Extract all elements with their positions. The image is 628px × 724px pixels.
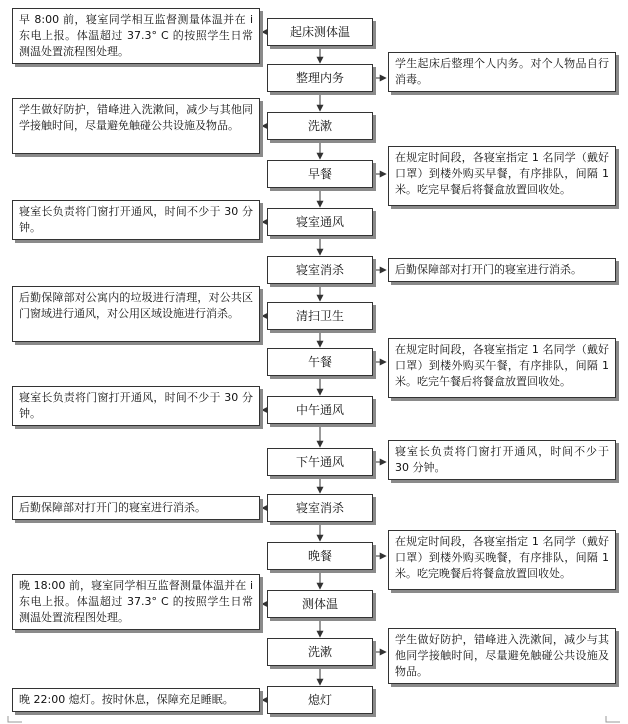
flow-step: 洗漱 bbox=[267, 638, 373, 666]
flow-step: 清扫卫生 bbox=[267, 302, 373, 330]
step-note: 寝室长负责将门窗打开通风，时间不少于 30 分钟。 bbox=[12, 386, 260, 426]
step-note: 后勤保障部对打开门的寝室进行消杀。 bbox=[388, 258, 616, 282]
flow-step: 早餐 bbox=[267, 160, 373, 188]
step-note: 后勤保障部对打开门的寝室进行消杀。 bbox=[12, 496, 260, 520]
flow-step: 测体温 bbox=[267, 590, 373, 618]
step-note: 在规定时间段，各寝室指定 1 名同学（戴好口罩）到楼外购买早餐，有序排队，间隔 1 米。吃完早餐后将餐盒放置回收处。 bbox=[388, 146, 616, 206]
flow-step: 晚餐 bbox=[267, 542, 373, 570]
step-note: 在规定时间段，各寝室指定 1 名同学（戴好口罩）到楼外购买晚餐，有序排队，间隔 1 米。吃完晚餐后将餐盒放置回收处。 bbox=[388, 530, 616, 590]
step-note: 在规定时间段，各寝室指定 1 名同学（戴好口罩）到楼外购买午餐，有序排队，间隔 1 米。吃完午餐后将餐盒放置回收处。 bbox=[388, 338, 616, 398]
flow-step: 寝室消杀 bbox=[267, 494, 373, 522]
step-note: 早 8:00 前，寝室同学相互监督测量体温并在 i 东电上报。体温超过 37.3° C 的按照学生日常测温处置流程图处理。 bbox=[12, 8, 260, 64]
step-note: 晚 18:00 前，寝室同学相互监督测量体温并在 i 东电上报。体温超过 37.3° C 的按照学生日常测温处置流程图处理。 bbox=[12, 574, 260, 630]
flow-step: 寝室通风 bbox=[267, 208, 373, 236]
page-corner-mark bbox=[606, 716, 620, 722]
step-note: 寝室长负责将门窗打开通风，时间不少于 30 分钟。 bbox=[388, 440, 616, 480]
page-corner-mark bbox=[8, 716, 22, 722]
flow-step: 洗漱 bbox=[267, 112, 373, 140]
step-note: 学生做好防护，错峰进入洗漱间，减少与其他同学接触时间，尽量避免触碰公共设施及物品。 bbox=[12, 98, 260, 154]
flow-step: 熄灯 bbox=[267, 686, 373, 714]
flow-step: 午餐 bbox=[267, 348, 373, 376]
flow-step: 整理内务 bbox=[267, 64, 373, 92]
flow-step: 起床测体温 bbox=[267, 18, 373, 46]
step-note: 学生起床后整理个人内务。对个人物品自行消毒。 bbox=[388, 52, 616, 92]
step-note: 寝室长负责将门窗打开通风，时间不少于 30 分钟。 bbox=[12, 200, 260, 240]
step-note: 后勤保障部对公寓内的垃圾进行清理，对公共区门窗域进行通风，对公用区域设施进行消杀。 bbox=[12, 286, 260, 342]
step-note: 学生做好防护，错峰进入洗漱间，减少与其他同学接触时间，尽量避免触碰公共设施及物品。 bbox=[388, 628, 616, 684]
flow-step: 寝室消杀 bbox=[267, 256, 373, 284]
flow-step: 中午通风 bbox=[267, 396, 373, 424]
flow-step: 下午通风 bbox=[267, 448, 373, 476]
step-note: 晚 22:00 熄灯。按时休息，保障充足睡眠。 bbox=[12, 688, 260, 712]
